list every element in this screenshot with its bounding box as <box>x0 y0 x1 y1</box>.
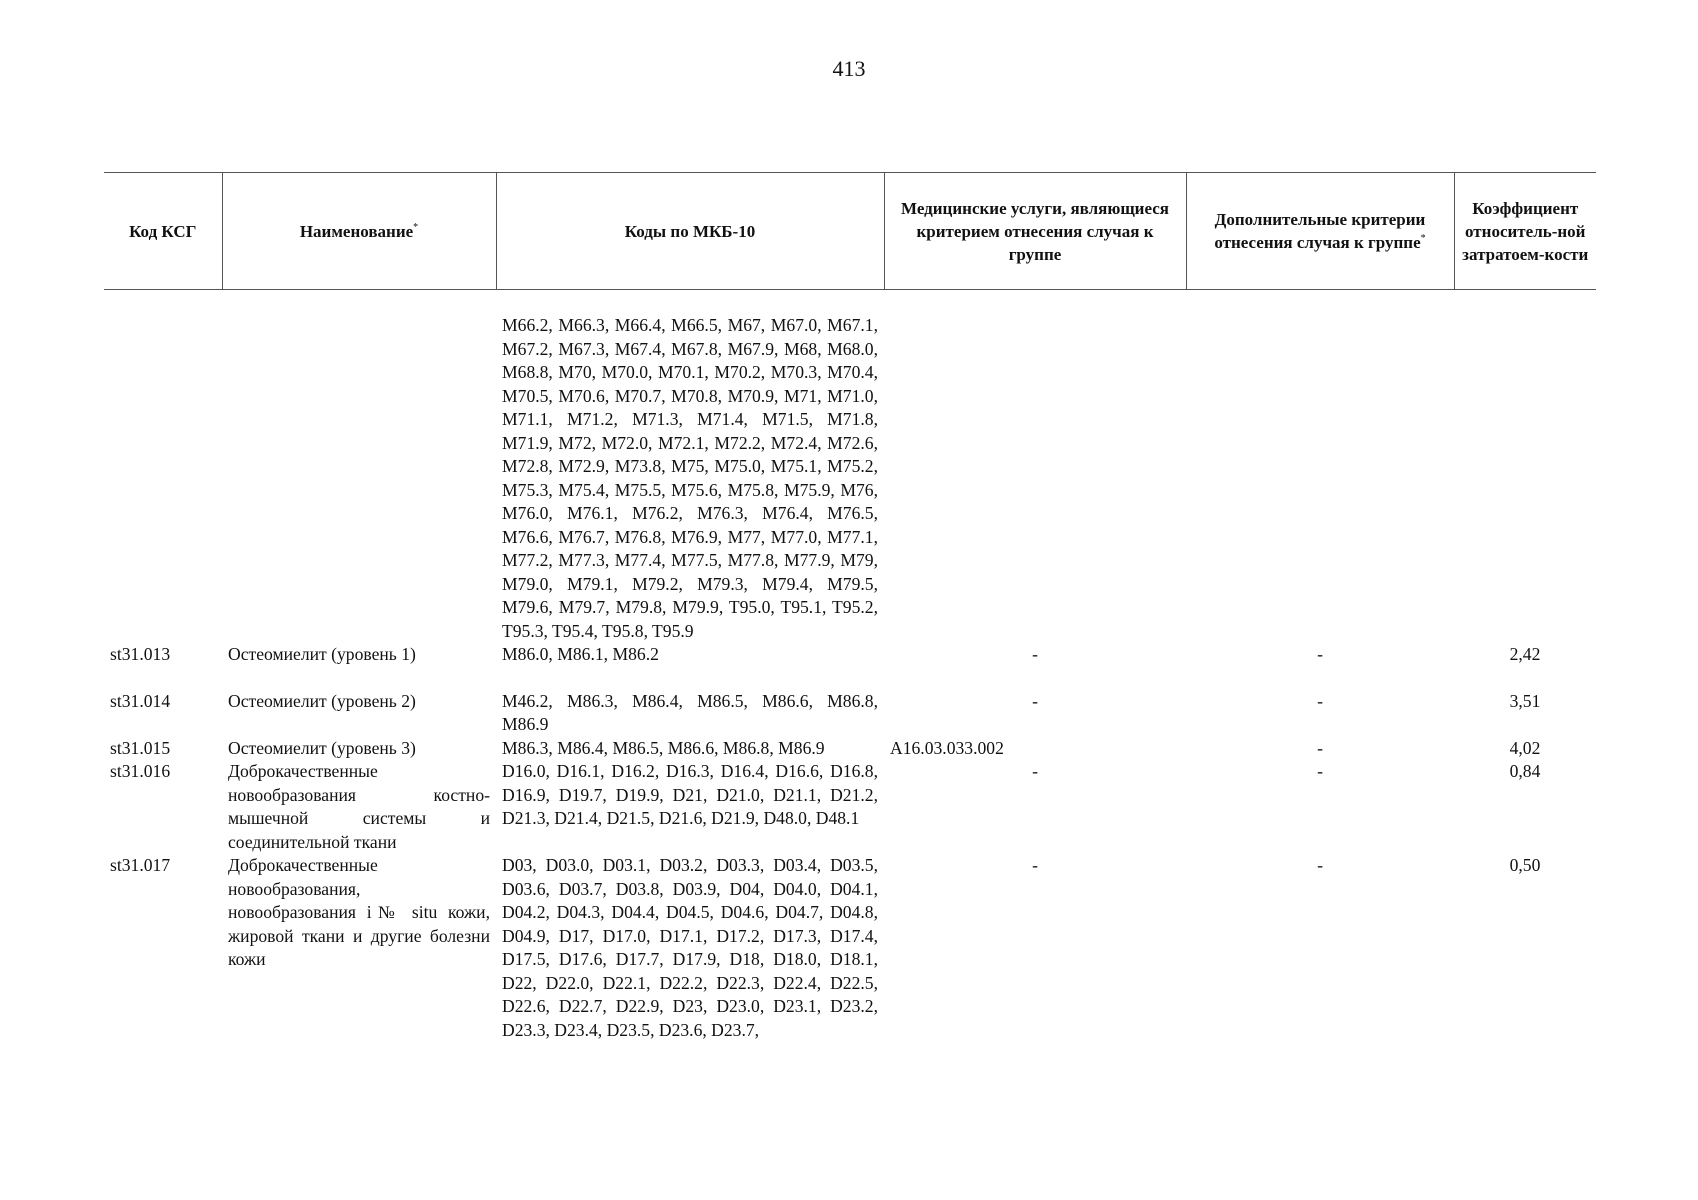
row-mkb-codes: D03, D03.0, D03.1, D03.2, D03.3, D03.4, D03.5, D03.6, D03.7, D03.8, D03.9, D04, D04.0, D04.1, D04.2, D04.3, D04.4, D04.5, D04.6, D04.7, D04.8, D04.9, D17, D17.0, D17.1, D17.2, D17.3, D17.4, D17.5, D17.6, D17.7, D17.9, D18, D18.0, D18.1, D22, D22.0, D22.1, D22.2, D22.3, D22.4, D22.5, D22.6, D22.7, D22.9, D23, D23.0, D23.1, D23.2, D23.3, D23.4, D23.5, D23.6, D23.7, <box>502 855 878 1040</box>
header-coef <box>1454 173 1596 290</box>
footnote-mark: * <box>1420 233 1426 244</box>
row-code: st31.013 <box>110 644 171 664</box>
row-services: - <box>1032 690 1038 711</box>
header-mkb-label: Коды по МКБ-10 <box>624 221 756 241</box>
row-code: st31.015 <box>110 737 171 758</box>
row-criteria: - <box>1317 855 1323 875</box>
row-coefficient: 2,42 <box>1509 644 1541 664</box>
row-mkb-codes: D16.0, D16.1, D16.2, D16.3, D16.4, D16.6, D16.8, D16.9, D19.7, D19.9, D21, D21.0, D21.1, D21.2, D21.3, D21.4, D21.5, D21.6, D21.9, D48.0, D48.1 <box>502 761 878 828</box>
header-criteria <box>1186 173 1454 290</box>
header-services <box>884 173 1186 290</box>
table-body <box>104 290 1596 1043</box>
row-mkb-codes: M46.2, M86.3, M86.4, M86.5, M86.6, M86.8, M86.9 <box>502 690 878 734</box>
ksg-table <box>104 172 1596 1042</box>
row-services: - <box>1032 855 1038 875</box>
header-services-label: Медицинские услуги, являющиеся критерием отнесения случая к группе <box>901 198 1169 264</box>
page-number: 413 <box>832 56 866 81</box>
table-row <box>104 690 1596 737</box>
row-name: Остеомиелит (уровень 3) <box>228 737 416 758</box>
row-criteria: - <box>1317 761 1323 781</box>
row-name: Остеомиелит (уровень 2) <box>228 690 416 711</box>
table-row <box>104 290 1596 644</box>
row-coefficient <box>1454 290 1596 644</box>
row-coefficient: 4,02 <box>1509 737 1541 758</box>
row-name: Доброкачественные новообразования костно-мышечной системы и соединительной ткани <box>228 761 490 852</box>
header-row <box>104 173 1596 290</box>
row-criteria <box>1186 290 1454 644</box>
row-services <box>884 290 1186 644</box>
row-mkb-codes: M86.0, M86.1, M86.2 <box>502 644 659 664</box>
row-criteria: - <box>1317 690 1323 711</box>
row-mkb-codes: M66.2, M66.3, M66.4, M66.5, M67, M67.0, M67.1, M67.2, M67.3, M67.4, M67.8, M67.9, M68, M68.0, M68.8, M70, M70.0, M70.1, M70.2, M70.3, M70.4, M70.5, M70.6, M70.7, M70.8, M70.9, M71, M71.0, M71.1, M71.2, M71.3, M71.4, M71.5, M71.8, M71.9, M72, M72.0, M72.1, M72.2, M72.4, M72.6, M72.8, M72.9, M73.8, M75, M75.0, M75.1, M75.2, M75.3, M75.4, M75.5, M75.6, M75.8, M75.9, M76, M76.0, M76.1, M76.2, M76.3, M76.4, M76.5, M76.6, M76.7, M76.8, M76.9, M77, M77.0, M77.1, M77.2, M77.3, M77.4, M77.5, M77.8, M77.9, M79, M79.0, M79.1, M79.2, M79.3, M79.4, M79.5, M79.6, M79.7, M79.8, M79.9, T95.0, T95.1, T95.2, T95.3, T95.4, T95.8, T95.9 <box>502 315 878 641</box>
row-name: Остеомиелит (уровень 1) <box>228 644 416 664</box>
header-criteria-label: Дополнительные критерии отнесения случая к группе <box>1214 210 1426 252</box>
header-mkb <box>496 173 884 290</box>
footnote-mark: * <box>413 221 419 233</box>
table-header <box>104 173 1596 290</box>
header-code-label: Код КСГ <box>129 221 197 241</box>
row-name: Доброкачественные новообразования, новообразования i№ situ кожи, жировой ткани и другие болезни кожи <box>228 855 490 969</box>
row-services: - <box>1032 761 1038 781</box>
table-row <box>104 643 1596 690</box>
table-row <box>104 854 1596 1042</box>
table-row <box>104 737 1596 761</box>
row-coefficient: 0,84 <box>1509 761 1541 781</box>
header-name-label: Наименование <box>299 221 414 241</box>
row-criteria: - <box>1317 644 1323 664</box>
row-services: A16.03.033.002 <box>890 737 1004 758</box>
row-coefficient: 0,50 <box>1509 855 1541 875</box>
row-code: st31.016 <box>110 761 171 781</box>
header-name <box>222 173 496 290</box>
row-coefficient: 3,51 <box>1509 690 1541 711</box>
row-mkb-codes: M86.3, M86.4, M86.5, M86.6, M86.8, M86.9 <box>502 737 825 758</box>
header-code <box>104 173 222 290</box>
row-criteria: - <box>1317 737 1323 758</box>
row-code: st31.014 <box>110 690 171 711</box>
row-services: - <box>1032 644 1038 664</box>
row-name <box>222 290 496 644</box>
table-row <box>104 760 1596 854</box>
row-code: st31.017 <box>110 855 171 875</box>
row-code <box>104 290 222 644</box>
header-coef-label: Коэффициент относитель-ной затратоем-кости <box>1462 198 1589 264</box>
